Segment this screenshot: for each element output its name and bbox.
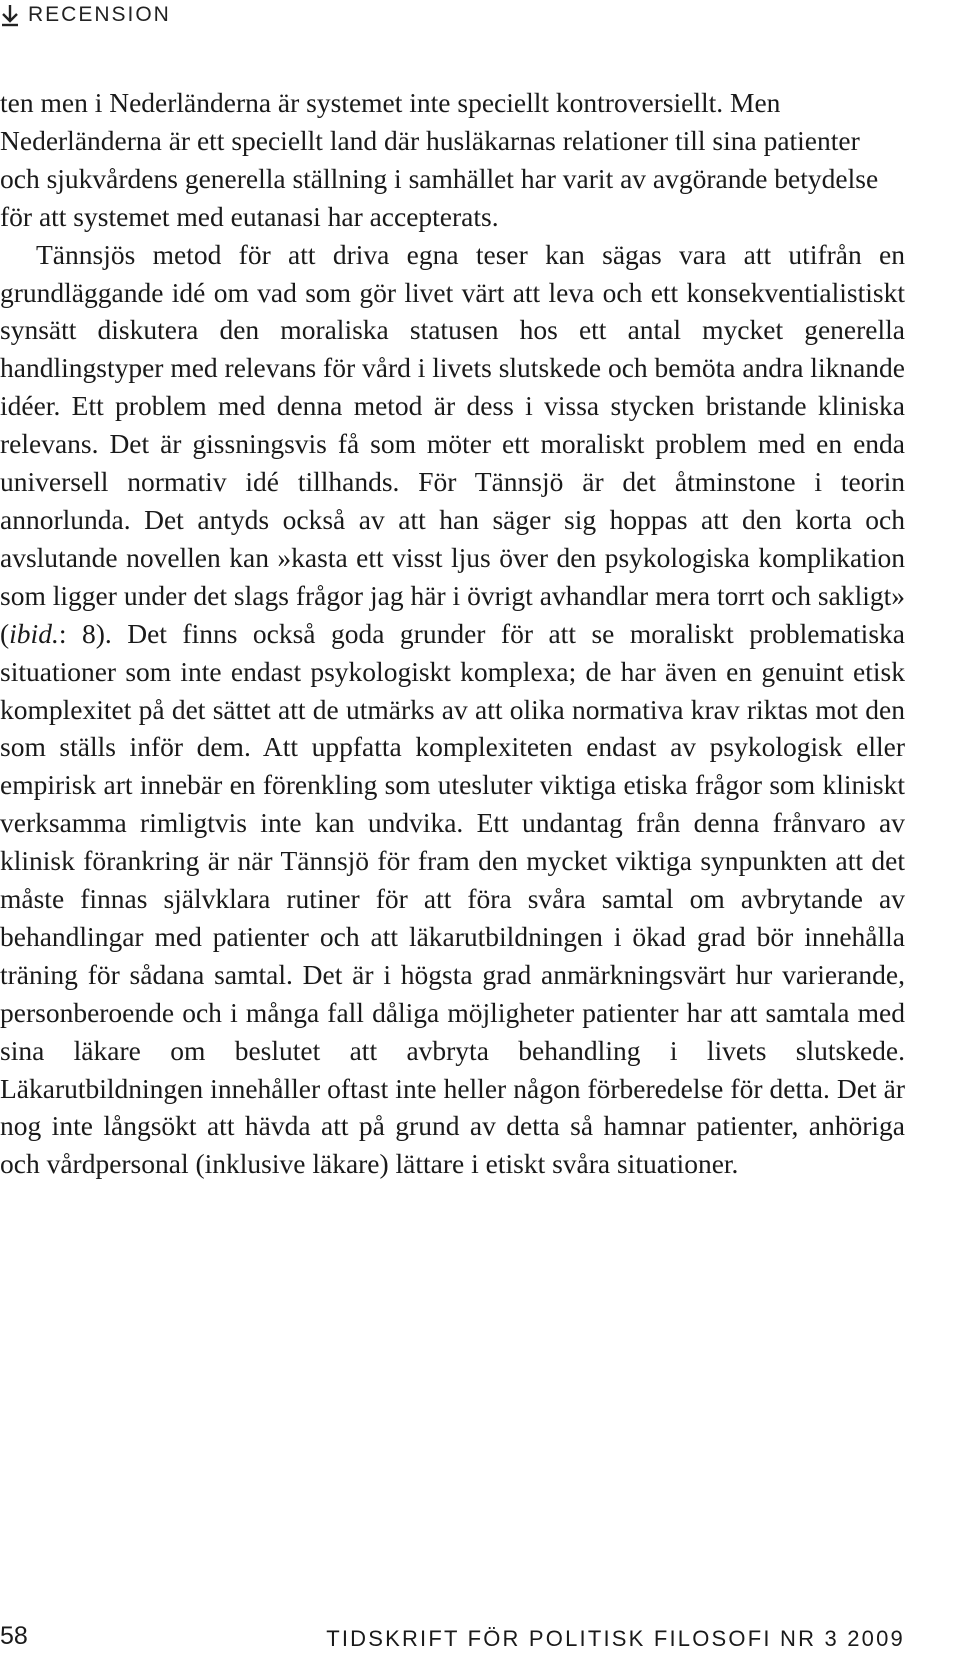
paragraph-main <box>0 236 905 1184</box>
page-number: 58 <box>0 1622 28 1650</box>
section-label: RECENSION <box>28 3 171 26</box>
paragraph-main-text: Tännsjös metod för att driva egna teser kan sägas vara att utifrån en grundläggande idé om vad som gör livet värt att leva och ett konsekventialistiskt synsätt diskutera den moraliska statusen hos ett antal mycket generella handlingstyper med relevans för vård i livets slutskede och bemöta andra liknande idéer. Ett problem med denna metod är dess i vissa stycken bristande kliniska relevans. Det är gissningsvis få som möter ett moraliskt problem med en enda universell normativ idé tillhands. För Tännsjö är det åtminstone i teorin annorlunda. Det antyds också av att han säger sig hoppas att den korta och avslutande novellen kan »kasta ett visst ljus över den psykologiska komplikation som ligger under det slags frågor jag här i övrigt avhandlar mera torrt och sakligt» ( <box>0 238 905 649</box>
arrow-down-icon <box>0 2 20 28</box>
citation-ibid: ibid. <box>9 617 59 649</box>
page-footer <box>0 1622 905 1656</box>
journal-name: TIDSKRIFT FÖR POLITISK FILOSOFI NR 3 2009 <box>326 1626 905 1651</box>
paragraph-continuation: ten men i Nederländerna är systemet inte speciellt kontroversiellt. Men Nederländerna är ett speciellt land där husläkarnas relationer till sina patienter och sjukvårdens generella ställning i samhället har varit av avgörande betydelse för att systemet med eutanasi har accepterats. <box>0 87 879 232</box>
running-header <box>0 0 171 30</box>
article-body <box>0 84 905 1183</box>
paragraph-main-text-cont: : 8). Det finns också goda grunder för att se moraliskt problematiska situationer som inte endast psykologiskt komplexa; de har även en genuint etisk komplexitet på det sättet att de utmärks av att olika normativa krav riktas mot den som ställs inför dem. Att uppfatta komplexiteten endast av psykologisk eller empirisk art innebär en förenkling som utesluter viktiga etiska frågor som kliniskt verksamma rimligtvis inte kan undvika. Ett undantag från denna frånvaro av klinisk förankring är när Tännsjö för fram den mycket viktiga synpunkten att det måste finnas självklara rutiner för att föra svåra samtal om avbrytande av behandlingar med patienter och att läkarutbildningen i ökad grad bör innehålla träning för sådana samtal. Det är i högsta grad anmärkningsvärt hur varierande, personberoende och i många fall dåliga möjligheter patienter har att samtala med sina läkare om beslutet att avbryta behandling i livets slutskede. Läkarutbildningen innehåller oftast inte heller någon förberedelse för detta. Det är nog inte långsökt att hävda att på grund av detta så hamnar patienter, anhöriga och vårdpersonal (inklusive läkare) lättare i etiskt svåra situationer. <box>0 617 905 1180</box>
